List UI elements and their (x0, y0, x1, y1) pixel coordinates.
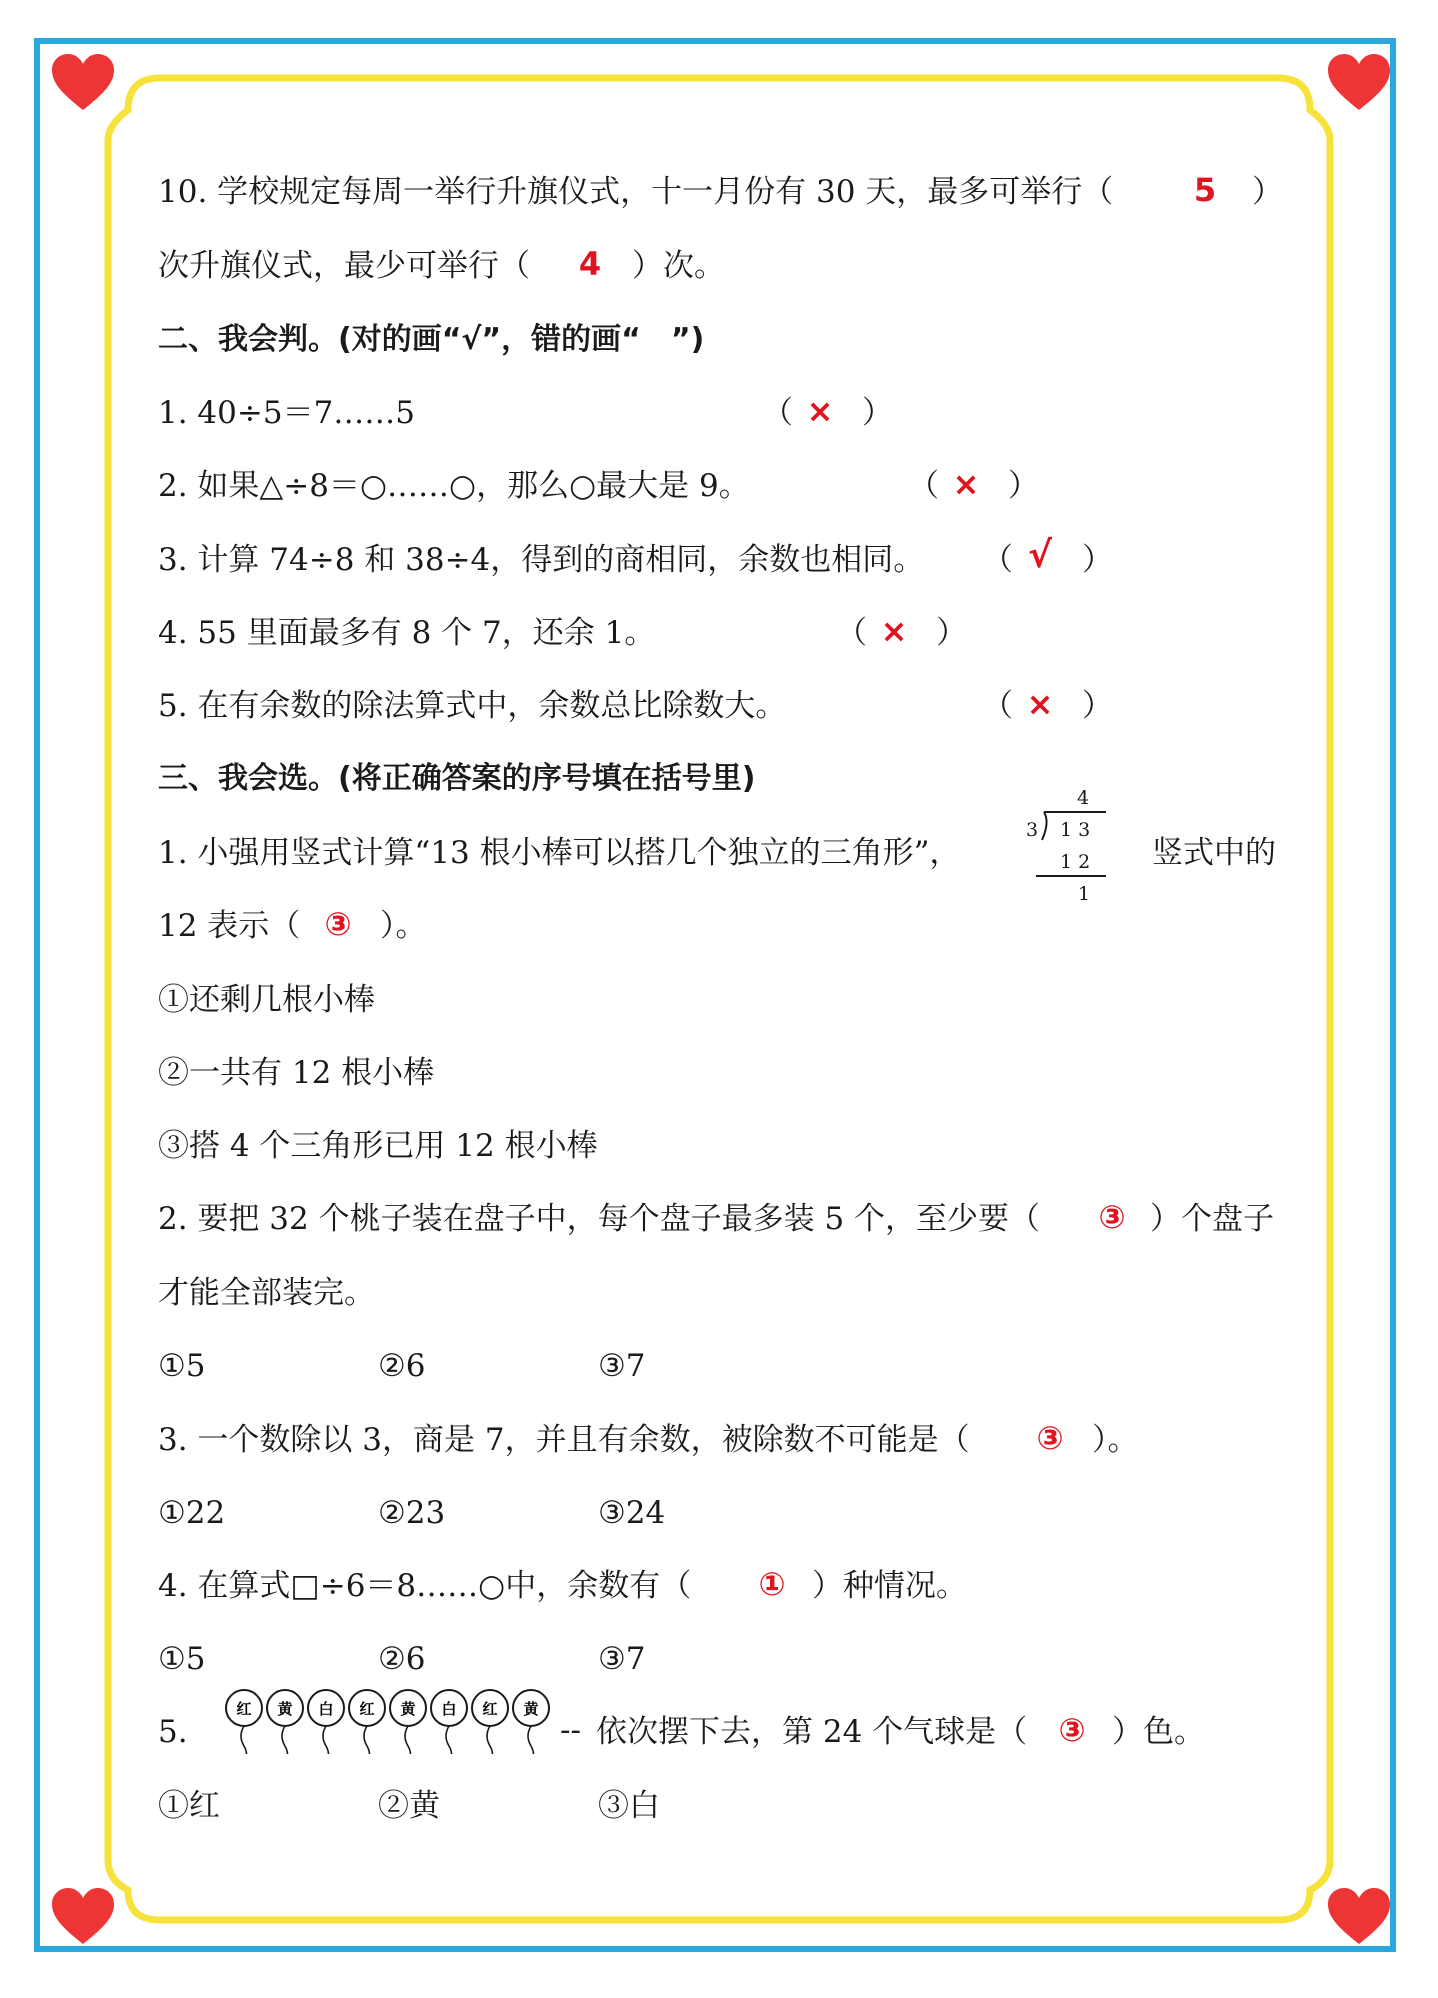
balloon-label: 黄 (400, 1700, 416, 1718)
choice-q1-line2b: ）。 (380, 908, 427, 944)
judge-answer-3: √ (1027, 535, 1052, 576)
balloon-icon (226, 1690, 262, 1754)
judge-paren-close: ） (1082, 688, 1113, 724)
balloon-label: 红 (236, 1700, 252, 1718)
choice-q5-option-1: ①红 (158, 1788, 220, 1824)
choice-q3-answer: ③ (1036, 1419, 1064, 1457)
judge-item-5: 5. 在有余数的除法算式中，余数总比除数大。 (158, 688, 787, 724)
balloon-icon (472, 1690, 508, 1754)
balloon-label: 黄 (277, 1700, 293, 1718)
judge-paren-open: （ (982, 688, 1013, 724)
choice-q5-line1a: 依次摆下去，第 24 个气球是（ (596, 1714, 1028, 1750)
balloon-label: 红 (359, 1700, 375, 1718)
balloon-icon (267, 1690, 303, 1754)
balloon-icon (513, 1690, 549, 1754)
judge-answer-4: × (880, 612, 908, 650)
choice-q5-number: 5. (158, 1714, 188, 1750)
choice-q4-answer: ① (758, 1565, 786, 1603)
choice-q2-line2: 才能全部装完。 (158, 1275, 375, 1311)
judge-paren-open: （ (908, 468, 939, 504)
balloons-svg (222, 1688, 592, 1754)
balloon-icon (308, 1690, 344, 1754)
q10-line2a: 次升旗仪式，最少可举行（ (158, 248, 530, 284)
balloon-icon (349, 1690, 385, 1754)
choice-q1-option-2: ②一共有 12 根小棒 (158, 1055, 435, 1091)
judge-answer-2: × (952, 465, 980, 503)
division-quotient: 4 (1077, 787, 1090, 809)
heart-icon (1326, 52, 1392, 112)
choice-q3-option-3: ③24 (598, 1495, 666, 1531)
choice-q4-option-2: ②6 (378, 1641, 426, 1677)
choice-q3-option-2: ②23 (378, 1495, 446, 1531)
balloon-sequence (222, 1688, 592, 1754)
balloon-label: 黄 (523, 1700, 539, 1718)
choice-q2-option-1: ①5 (158, 1348, 206, 1384)
choice-q4-line1a: 4. 在算式□÷6＝8……○中，余数有（ (158, 1568, 692, 1604)
judge-paren-close: ） (862, 395, 893, 431)
choice-q1-line1: 1. 小强用竖式计算“13 根小棒可以搭几个独立的三角形”， (158, 835, 961, 871)
judge-answer-5: × (1026, 685, 1054, 723)
choice-q5-option-2: ②黄 (378, 1788, 440, 1824)
judge-item-1: 1. 40÷5＝7……5 (158, 395, 416, 431)
judge-paren-close: ） (1008, 468, 1039, 504)
choice-q1-line1b: 竖式中的 (1152, 835, 1276, 871)
judge-item-2: 2. 如果△÷8＝○……○，那么○最大是 9。 (158, 468, 750, 504)
balloon-icon (390, 1690, 426, 1754)
judge-item-3: 3. 计算 74÷8 和 38÷4，得到的商相同，余数也相同。 (158, 542, 925, 578)
q10-close-paren: ） (1252, 174, 1283, 210)
choice-q4-option-1: ①5 (158, 1641, 206, 1677)
choice-q3-line1a: 3. 一个数除以 3，商是 7，并且有余数，被除数不可能是（ (158, 1422, 970, 1458)
choice-q2-option-3: ③7 (598, 1348, 646, 1384)
balloon-label: 白 (441, 1700, 457, 1718)
judge-paren-open: （ (836, 615, 867, 651)
heart-icon (1326, 1886, 1392, 1946)
q10-line2b: ）次。 (632, 248, 725, 284)
balloon-icon (431, 1690, 467, 1754)
judge-item-4: 4. 55 里面最多有 8 个 7，还余 1。 (158, 615, 656, 651)
balloon-label: 白 (318, 1700, 334, 1718)
choice-q1-option-1: ①还剩几根小棒 (158, 982, 375, 1018)
choice-q1-line2a: 12 表示（ (158, 908, 301, 944)
division-remainder: 1 (1078, 883, 1091, 905)
section3-title: 三、我会选。(将正确答案的序号填在括号里) (158, 761, 756, 796)
q10-answer2: 4 (578, 245, 602, 283)
choice-q4-option-3: ③7 (598, 1641, 646, 1677)
heart-icon (50, 1886, 116, 1946)
q10-answer1: 5 (1193, 171, 1217, 209)
division-dividend: 1 3 (1060, 819, 1091, 841)
judge-answer-1: × (806, 392, 834, 430)
choice-q2-line1a: 2. 要把 32 个桃子装在盘子中，每个盘子最多装 5 个，至少要（ (158, 1201, 1041, 1237)
choice-q5-option-3: ③白 (598, 1788, 660, 1824)
section2-title: 二、我会判。(对的画“√”，错的画“ ”) (158, 322, 705, 357)
choice-q3-option-1: ①22 (158, 1495, 226, 1531)
choice-q2-answer: ③ (1098, 1198, 1126, 1236)
choice-q1-option-3: ③搭 4 个三角形已用 12 根小棒 (158, 1128, 598, 1164)
division-product: 1 2 (1060, 851, 1091, 873)
judge-paren-close: ） (936, 615, 967, 651)
choice-q1-answer: ③ (324, 905, 352, 943)
balloon-continuation-dash: -- (560, 1712, 581, 1748)
long-division (1022, 788, 1132, 908)
choice-q5-answer: ③ (1058, 1711, 1086, 1749)
heart-icon (50, 52, 116, 112)
choice-q5-line1b: ）色。 (1112, 1714, 1205, 1750)
choice-q4-line1b: ）种情况。 (812, 1568, 967, 1604)
choice-q2-line1b: ）个盘子 (1150, 1201, 1274, 1237)
judge-paren-close: ） (1082, 542, 1113, 578)
balloon-label: 红 (482, 1700, 498, 1718)
q10-line1: 10. 学校规定每周一举行升旗仪式，十一月份有 30 天，最多可举行（ (158, 174, 1114, 210)
division-divisor: 3 (1026, 819, 1039, 841)
choice-q3-line1b: ）。 (1092, 1422, 1139, 1458)
judge-paren-open: （ (982, 542, 1013, 578)
choice-q2-option-2: ②6 (378, 1348, 426, 1384)
judge-paren-open: （ (762, 395, 793, 431)
